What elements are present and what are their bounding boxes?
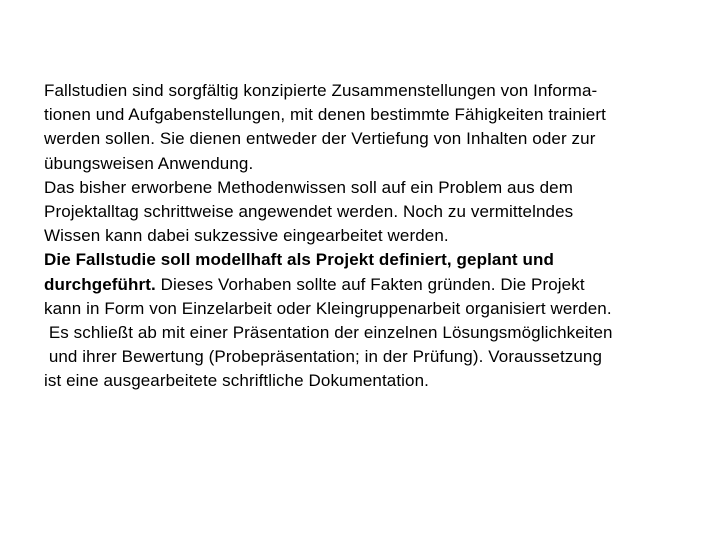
text-line [44,127,714,151]
text-line [44,200,714,224]
text-line [44,273,714,297]
text-line [44,176,714,200]
regular-text: ist eine ausgearbeitete schriftliche Dokumentation. [44,371,429,391]
regular-text: Es schließt ab mit einer Präsentation der einzelnen Lösungsmöglichkeiten [44,322,613,342]
bold-text: Die Fallstudie soll modellhaft als Projekt definiert, geplant und [44,250,554,270]
text-line [44,224,714,248]
bold-text: durchgeführt. [44,274,156,294]
regular-text: tionen und Aufgabenstellungen, mit denen bestimmte Fähigkeiten trainiert [44,105,606,125]
regular-text: kann in Form von Einzelarbeit oder Kleingruppenarbeit organisiert werden. [44,298,612,318]
body-text [44,79,714,393]
regular-text: Das bisher erworbene Methodenwissen soll auf ein Problem aus dem [44,177,573,197]
text-line [44,321,714,345]
regular-text: Projektalltag schrittweise angewendet werden. Noch zu vermittelndes [44,201,574,221]
text-line [44,248,714,272]
text-line [44,345,714,369]
text-line [44,79,714,103]
text-line [44,297,714,321]
text-line [44,369,714,393]
regular-text: Wissen kann dabei sukzessive eingearbeitet werden. [44,226,449,246]
text-line [44,152,714,176]
regular-text: und ihrer Bewertung (Probepräsentation; in der Prüfung). Voraussetzung [44,347,603,367]
regular-text: übungsweisen Anwendung. [44,153,254,173]
regular-text: Fallstudien sind sorgfältig konzipierte Zusammenstellungen von Informa- [44,81,598,100]
regular-text: Dieses Vorhaben sollte auf Fakten gründen. Die Projekt [155,274,585,294]
regular-text: werden sollen. Sie dienen entweder der Vertiefung von Inhalten oder zur [44,129,596,149]
text-line [44,103,714,127]
